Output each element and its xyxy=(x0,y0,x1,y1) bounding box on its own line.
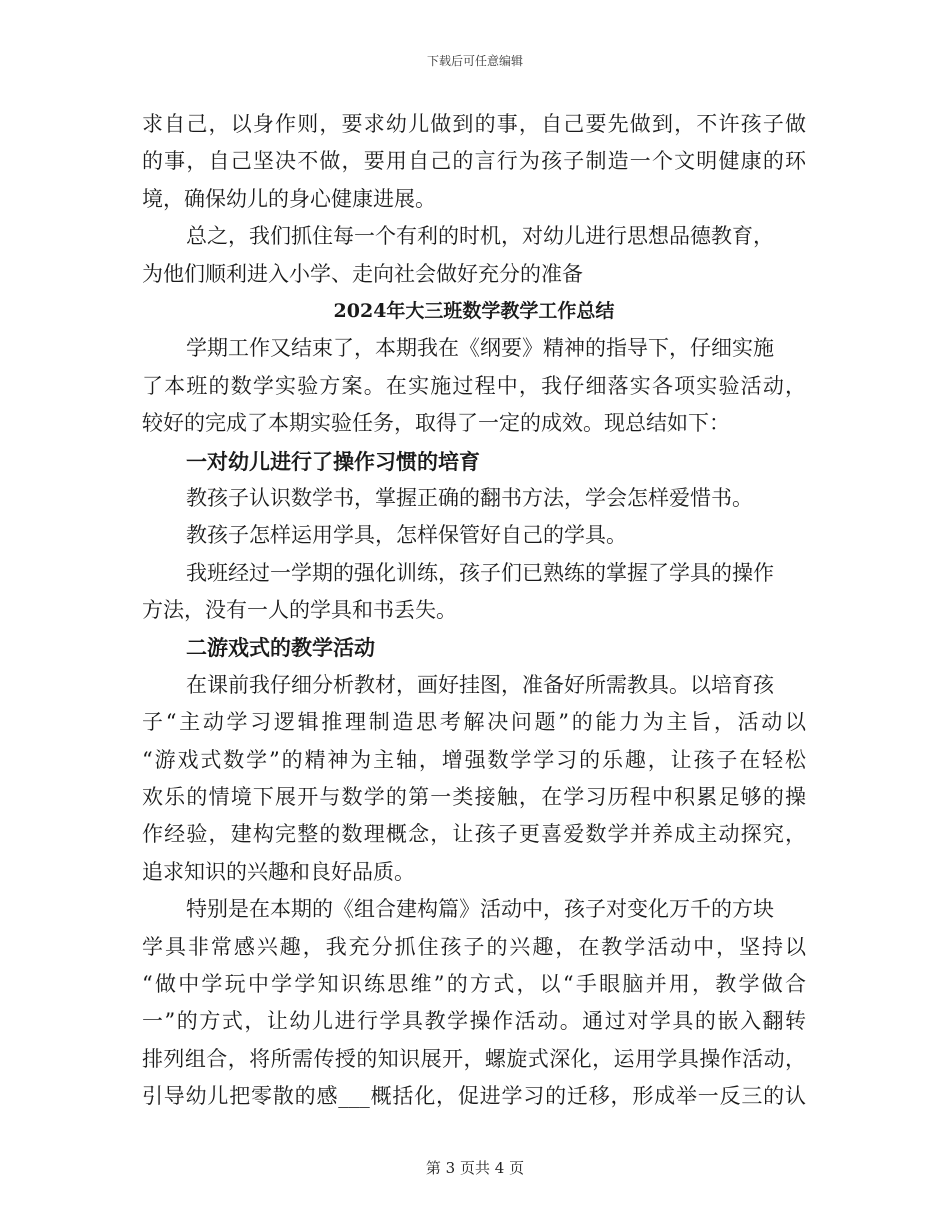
paragraph-line: 较好的完成了本期实验任务，取得了一定的成效。现总结如下： xyxy=(142,411,730,436)
paragraph-line: 子“主动学习逻辑推理制造思考解决问题”的能力为主旨，活动以 xyxy=(142,710,806,735)
paragraph-line: 排列组合，将所需传授的知识展开，螺旋式深化，运用学具操作活动， xyxy=(142,1046,806,1071)
header-note: 下载后可任意编辑 xyxy=(426,54,523,68)
paragraph-line: 总之，我们抓住每一个有利的时机，对幼儿进行思想品德教育， xyxy=(186,224,774,249)
paragraph-line: 学具非常感兴趣，我充分抓住孩子的兴趣，在教学活动中，坚持以 xyxy=(142,934,806,959)
paragraph-line: 了本班的数学实验方案。在实施过程中，我仔细落实各项实验活动， xyxy=(142,373,806,398)
paragraph-line: 引导幼儿把零散的感___概括化，促进学习的迁移，形成举一反三的认 xyxy=(142,1084,806,1109)
paragraph-line: 一”的方式，让幼儿进行学具教学操作活动。通过对学具的嵌入翻转 xyxy=(142,1009,806,1034)
paragraph-line: 欢乐的情境下展开与数学的第一类接触，在学习历程中积累足够的操 xyxy=(142,785,806,810)
paragraph-line: 在课前我仔细分析教材，画好挂图，准备好所需教具。以培育孩 xyxy=(186,672,774,697)
subheading: 一对幼儿进行了操作习惯的培育 xyxy=(186,448,480,474)
page-number: 第 3 页共 4 页 xyxy=(425,1159,525,1177)
paragraph-line: 追求知识的兴趣和良好品质。 xyxy=(142,859,415,884)
document-body xyxy=(142,106,806,1116)
paragraph-line: 为他们顺利进入小学、走向社会做好充分的准备 xyxy=(142,261,583,286)
paragraph-line: “做中学玩中学学知识练思维”的方式，以“手眼脑并用，教学做合 xyxy=(142,971,806,996)
paragraph-line: 的事，自己坚决不做，要用自己的言行为孩子制造一个文明健康的环 xyxy=(142,149,806,174)
paragraph-line: 学期工作又结束了，本期我在《纲要》精神的指导下，仔细实施 xyxy=(186,336,774,361)
paragraph-line: 教孩子认识数学书，掌握正确的翻书方法，学会怎样爱惜书。 xyxy=(186,485,753,510)
paragraph-line: 特别是在本期的《组合建构篇》活动中，孩子对变化万千的方块 xyxy=(186,897,774,922)
paragraph-line: 方法，没有一人的学具和书丢失。 xyxy=(142,598,457,623)
paragraph-line: 境，确保幼儿的身心健康进展。 xyxy=(142,186,436,211)
paragraph-line: 求自己，以身作则，要求幼儿做到的事，自己要先做到，不许孩子做 xyxy=(142,112,806,136)
paragraph-line: 我班经过一学期的强化训练，孩子们已熟练的掌握了学具的操作 xyxy=(186,560,774,585)
section-title: 2024年大三班数学教学工作总结 xyxy=(333,299,615,322)
paragraph-line: “游戏式数学”的精神为主轴，增强数学学习的乐趣，让孩子在轻松 xyxy=(142,747,806,772)
paragraph-line: 作经验，建构完整的数理概念，让孩子更喜爱数学并养成主动探究， xyxy=(142,822,806,847)
paragraph-line: 教孩子怎样运用学具，怎样保管好自己的学具。 xyxy=(186,523,627,548)
subheading: 二游戏式的教学活动 xyxy=(186,635,375,661)
